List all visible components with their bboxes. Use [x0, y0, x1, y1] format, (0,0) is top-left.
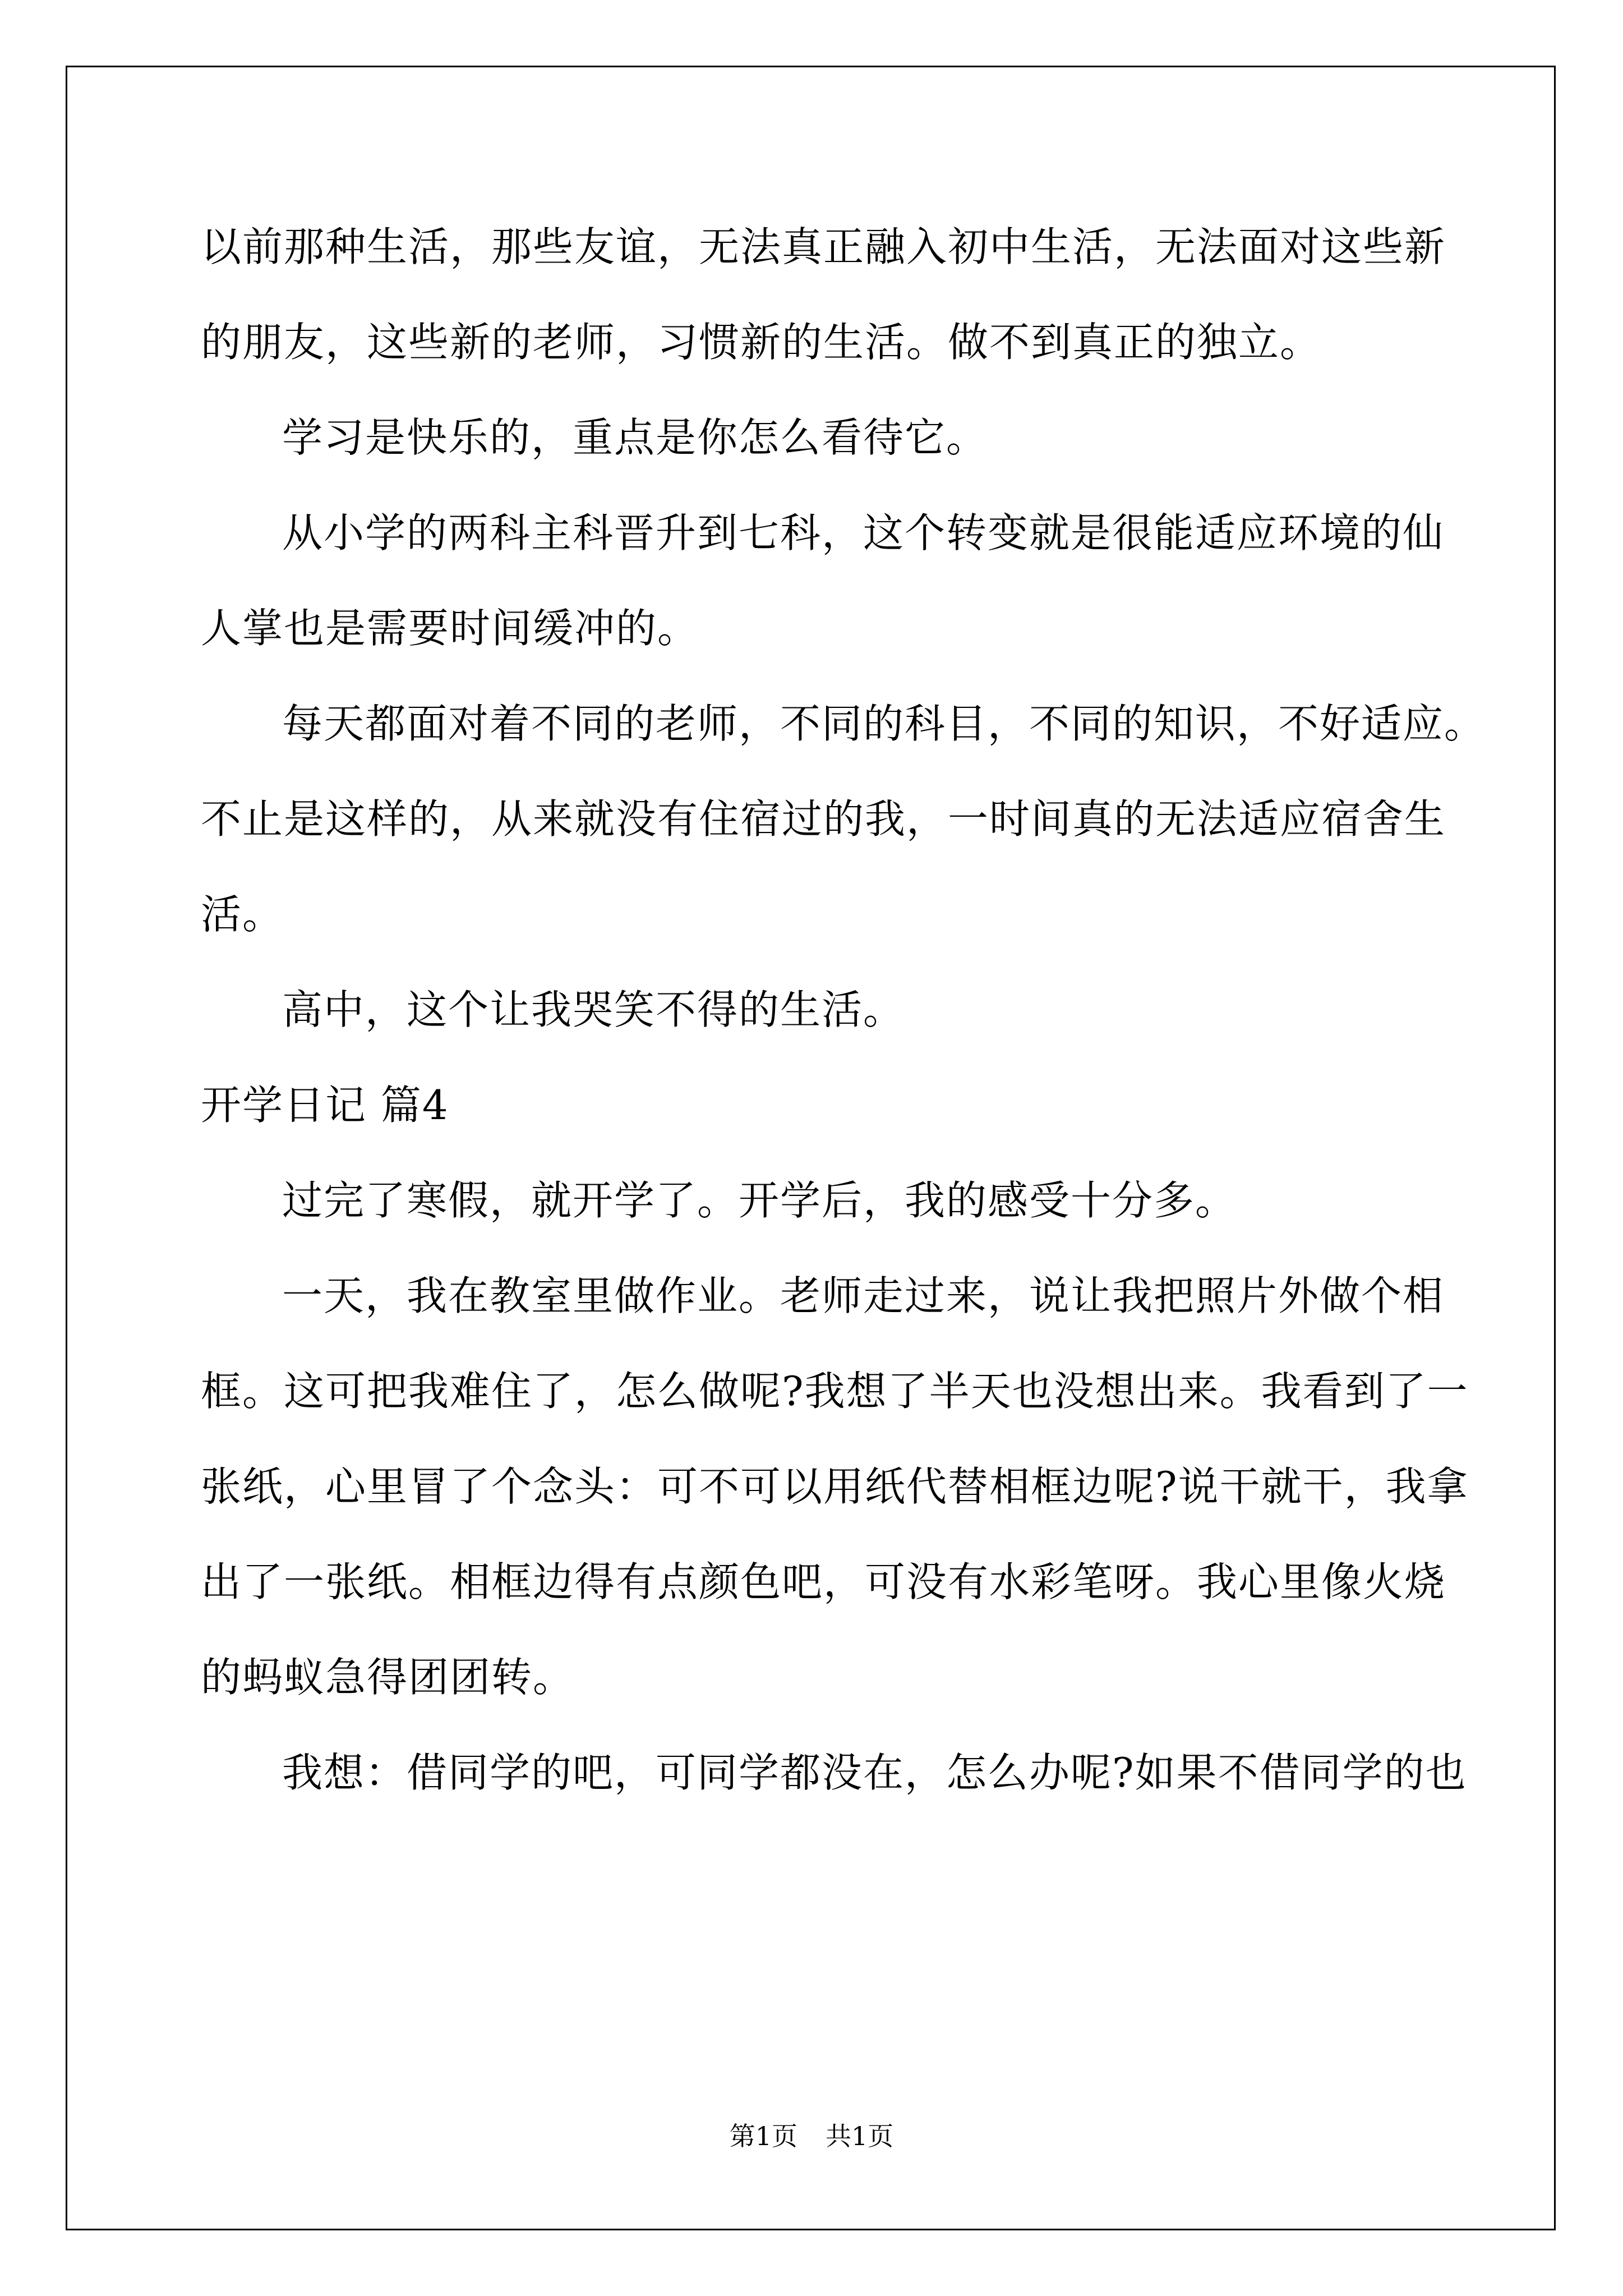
- total-pages-label: 共1页: [826, 2121, 894, 2151]
- text-line-6: 每天都面对着不同的老师，不同的科目，不同的知识，不好适应。: [282, 700, 1486, 747]
- text-line-13: 框。这可把我难住了，怎么做呢?我想了半天也没想出来。我看到了一: [201, 1368, 1469, 1415]
- text-line-11: 过完了寒假，就开学了。开学后，我的感受十分多。: [282, 1177, 1237, 1224]
- text-line-4: 从小学的两科主科晋升到七科，这个转变就是很能适应环境的仙: [282, 509, 1445, 556]
- text-line-16: 的蚂蚁急得团团转。: [201, 1654, 575, 1701]
- text-line-15: 出了一张纸。相框边得有点颜色吧，可没有水彩笔呀。我心里像火烧: [201, 1558, 1446, 1605]
- section-heading: 开学日记 篇4: [201, 1082, 449, 1129]
- text-line-5: 人掌也是需要时间缓冲的。: [201, 605, 699, 652]
- text-line-3: 学习是快乐的，重点是你怎么看待它。: [282, 414, 988, 461]
- text-line-9: 高中，这个让我哭笑不得的生活。: [282, 986, 905, 1033]
- text-line-7: 不止是这样的，从来就没有住宿过的我，一时间真的无法适应宿舍生: [201, 795, 1446, 843]
- text-line-17: 我想：借同学的吧，可同学都没在，怎么办呢?如果不借同学的也: [282, 1749, 1467, 1796]
- text-line-8: 活。: [201, 891, 284, 938]
- current-page-label: 第1页: [729, 2121, 797, 2151]
- text-line-1: 以前那种生活，那些友谊，无法真正融入初中生活，无法面对这些新: [201, 223, 1446, 270]
- page-footer: [0, 2119, 1623, 2153]
- text-line-2: 的朋友，这些新的老师，习惯新的生活。做不到真正的独立。: [201, 319, 1322, 366]
- text-line-14: 张纸，心里冒了个念头：可不可以用纸代替相框边呢?说干就干，我拿: [201, 1463, 1469, 1510]
- document-body: [201, 216, 1486, 1837]
- text-line-12: 一天，我在教室里做作业。老师走过来，说让我把照片外做个相: [282, 1272, 1445, 1319]
